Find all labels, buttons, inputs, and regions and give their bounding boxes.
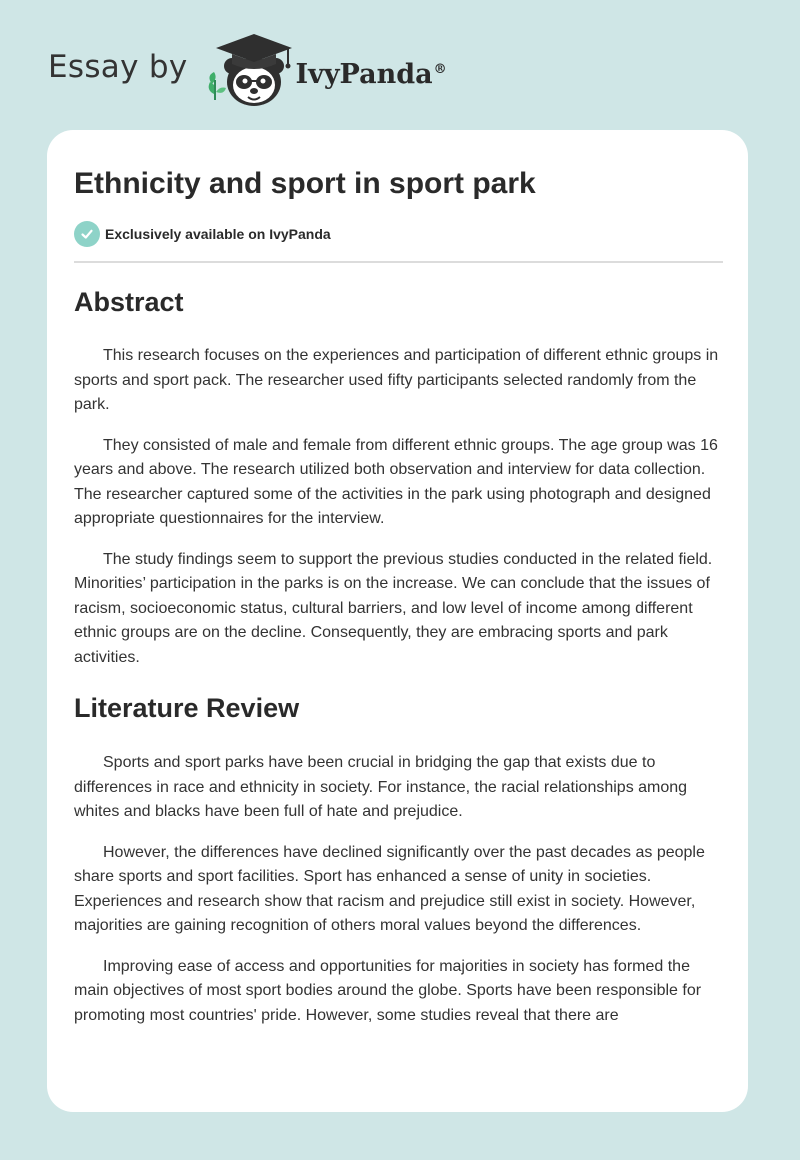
- brand-name[interactable]: [296, 59, 447, 90]
- brand-text: IvyPanda: [295, 58, 433, 90]
- paragraph: The study findings seem to support the previous studies conducted in the related field. Minorities’ participation in the parks is on the increase. We can conclude that the issues of racism, socioeconomic status, cultural barriers, and low level of income among different ethnic groups are on the decline. Consequently, they are embracing sports and park activities.: [74, 550, 713, 666]
- panda-graduate-logo-icon[interactable]: [202, 30, 294, 110]
- registered-mark: ®: [433, 61, 447, 77]
- exclusive-label: Exclusively available on IvyPanda: [105, 226, 331, 242]
- essay-body: [74, 280, 726, 1044]
- paragraph: Sports and sport parks have been crucial in bridging the gap that exists due to differences in race and ethnicity in society. For instance, the racial relationships among whites and blacks have been full of hate and prejudice.: [74, 754, 688, 820]
- paragraph: They consisted of male and female from different ethnic groups. The age group was 16 years and above. The research utilized both observation and interview for data collection. The researcher captured some of the activities in the park using photograph and designed appropriate questionnaires for the interview.: [74, 436, 718, 527]
- check-circle-icon: [74, 221, 100, 247]
- essay-card: [47, 130, 748, 1112]
- essay-title: Ethnicity and sport in sport park: [74, 167, 536, 200]
- paragraph: Improving ease of access and opportunities for majorities in society has formed the main objectives of most sport bodies around the globe. Sports have been responsible for promoting most countries' pride. However, some studies reveal that there are: [74, 957, 702, 1024]
- exclusive-badge: [74, 221, 331, 247]
- paragraph: This research focuses on the experiences and participation of different ethnic groups in sports and sport pack. The researcher used fifty participants selected randomly from the park.: [74, 347, 719, 413]
- title-divider: [74, 261, 723, 263]
- paragraph: However, the differences have declined significantly over the past decades as people share sports and sport facilities. Sport has enhanced a sense of unity in societies. Experiences and research show that racism and prejudice still exist in society. However, majorities are gaining recognition of others moral values beyond the differences.: [74, 843, 705, 934]
- section-heading-abstract: Abstract: [74, 287, 184, 317]
- essay-by-label: Essay by: [48, 49, 188, 85]
- section-heading-literature-review: Literature Review: [74, 693, 300, 723]
- site-header: [48, 30, 447, 110]
